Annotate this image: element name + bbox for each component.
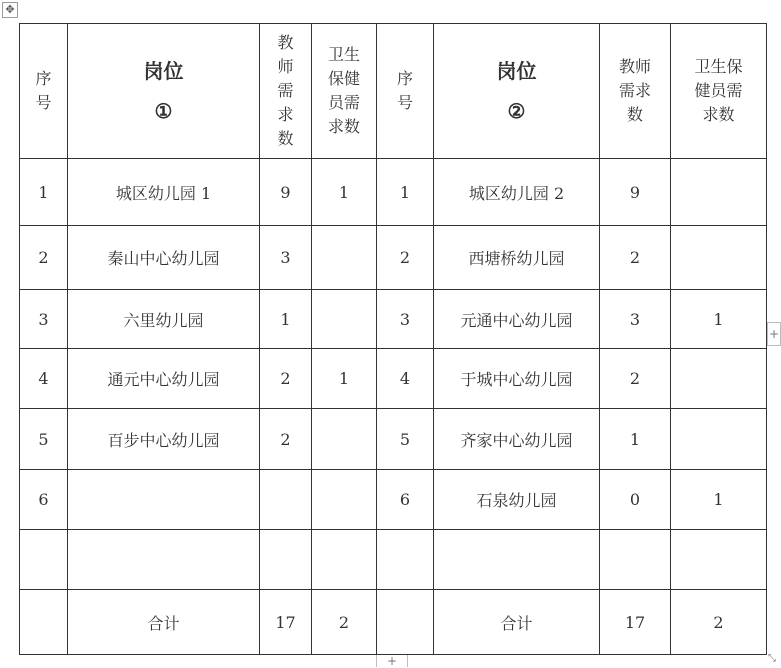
table-move-handle-icon[interactable]: ✥ — [2, 2, 18, 18]
total-label1[interactable]: 合计 — [68, 590, 260, 655]
cell-seq2[interactable]: 3 — [377, 290, 434, 349]
cell-health1[interactable] — [312, 530, 377, 590]
cell-name2[interactable]: 元通中心幼儿园 — [434, 290, 600, 349]
position-header-1-mark: ① — [154, 99, 173, 123]
cell-seq1[interactable]: 3 — [20, 290, 68, 349]
cell-name1[interactable]: 六里幼儿园 — [68, 290, 260, 349]
cell-seq1[interactable] — [20, 530, 68, 590]
h-seq2-text: 序 号 — [396, 69, 413, 112]
cell-name2[interactable]: 城区幼儿园 2 — [434, 159, 600, 226]
cell-seq1[interactable]: 5 — [20, 409, 68, 470]
header-row — [20, 24, 767, 159]
table-row — [20, 226, 767, 290]
h-health1-text: 卫生 保健 员需 求数 — [327, 45, 360, 136]
add-row-button[interactable]: + — [376, 655, 408, 667]
cell-name2[interactable]: 石泉幼儿园 — [434, 470, 600, 530]
cell-health1[interactable]: 1 — [312, 349, 377, 409]
position-header-1 — [68, 24, 260, 159]
seq-header-2 — [377, 24, 434, 159]
cell-seq2[interactable]: 6 — [377, 470, 434, 530]
table-row — [20, 530, 767, 590]
cell-seq1[interactable]: 6 — [20, 470, 68, 530]
cell-name1[interactable] — [68, 470, 260, 530]
cell-seq2[interactable]: 5 — [377, 409, 434, 470]
table-row — [20, 409, 767, 470]
cell-teacher2[interactable]: 2 — [600, 226, 671, 290]
position-header-2-label: 岗位 — [496, 59, 537, 83]
table-row — [20, 290, 767, 349]
cell-teacher1[interactable] — [260, 530, 312, 590]
cell-seq1[interactable]: 2 — [20, 226, 68, 290]
teacher-header-2 — [600, 24, 671, 159]
cell-teacher1[interactable]: 2 — [260, 409, 312, 470]
cell-teacher1[interactable]: 2 — [260, 349, 312, 409]
cell-teacher1[interactable]: 1 — [260, 290, 312, 349]
cell-health1[interactable] — [312, 409, 377, 470]
cell-name1[interactable]: 秦山中心幼儿园 — [68, 226, 260, 290]
cell-name2[interactable]: 西塘桥幼儿园 — [434, 226, 600, 290]
total-health1[interactable]: 2 — [312, 590, 377, 655]
cell-name2[interactable] — [434, 530, 600, 590]
cell-name1[interactable]: 通元中心幼儿园 — [68, 349, 260, 409]
cell-teacher1[interactable]: 9 — [260, 159, 312, 226]
total-teacher1[interactable]: 17 — [260, 590, 312, 655]
h-teacher1-text: 教 师 需 求 数 — [277, 33, 294, 148]
health-header-2 — [671, 24, 767, 159]
cell-teacher2[interactable]: 9 — [600, 159, 671, 226]
cell-teacher2[interactable]: 2 — [600, 349, 671, 409]
cell-health2[interactable] — [671, 349, 767, 409]
total-label2[interactable]: 合计 — [434, 590, 600, 655]
teacher-header-1 — [260, 24, 312, 159]
cell-name1[interactable] — [68, 530, 260, 590]
total-empty-cell[interactable] — [20, 590, 68, 655]
totals-row — [20, 590, 767, 655]
table-resize-handle-icon[interactable]: ⤡ — [768, 653, 776, 664]
table-row — [20, 470, 767, 530]
cell-health2[interactable]: 1 — [671, 290, 767, 349]
cell-teacher1[interactable] — [260, 470, 312, 530]
table-row — [20, 159, 767, 226]
cell-teacher2[interactable]: 1 — [600, 409, 671, 470]
cell-health2[interactable] — [671, 159, 767, 226]
cell-seq2[interactable]: 2 — [377, 226, 434, 290]
add-column-button[interactable]: + — [767, 322, 781, 346]
cell-health2[interactable] — [671, 530, 767, 590]
total-empty-cell[interactable] — [377, 590, 434, 655]
total-teacher2[interactable]: 17 — [600, 590, 671, 655]
cell-teacher1[interactable]: 3 — [260, 226, 312, 290]
cell-health1[interactable] — [312, 290, 377, 349]
cell-name1[interactable]: 百步中心幼儿园 — [68, 409, 260, 470]
h-health2-text: 卫生保 健员需 求数 — [694, 57, 743, 124]
cell-health1[interactable] — [312, 226, 377, 290]
cell-teacher2[interactable]: 3 — [600, 290, 671, 349]
cell-teacher2[interactable] — [600, 530, 671, 590]
cell-seq1[interactable]: 1 — [20, 159, 68, 226]
cell-teacher2[interactable]: 0 — [600, 470, 671, 530]
positions-table — [19, 23, 767, 655]
cell-name2[interactable]: 齐家中心幼儿园 — [434, 409, 600, 470]
cell-health2[interactable] — [671, 226, 767, 290]
position-header-2 — [434, 24, 600, 159]
h-teacher2-text: 教师 需求 数 — [618, 57, 651, 124]
cell-health1[interactable]: 1 — [312, 159, 377, 226]
cell-seq1[interactable]: 4 — [20, 349, 68, 409]
cell-seq2[interactable]: 4 — [377, 349, 434, 409]
seq-header-1 — [20, 24, 68, 159]
h-seq1-text: 序 号 — [35, 69, 52, 112]
cell-name2[interactable]: 于城中心幼儿园 — [434, 349, 600, 409]
total-health2[interactable]: 2 — [671, 590, 767, 655]
cell-seq2[interactable] — [377, 530, 434, 590]
cell-health2[interactable]: 1 — [671, 470, 767, 530]
position-header-1-label: 岗位 — [143, 59, 184, 83]
cell-health2[interactable] — [671, 409, 767, 470]
position-header-2-mark: ② — [507, 99, 526, 123]
cell-name1[interactable]: 城区幼儿园 1 — [68, 159, 260, 226]
cell-health1[interactable] — [312, 470, 377, 530]
table-row — [20, 349, 767, 409]
health-header-1 — [312, 24, 377, 159]
cell-seq2[interactable]: 1 — [377, 159, 434, 226]
